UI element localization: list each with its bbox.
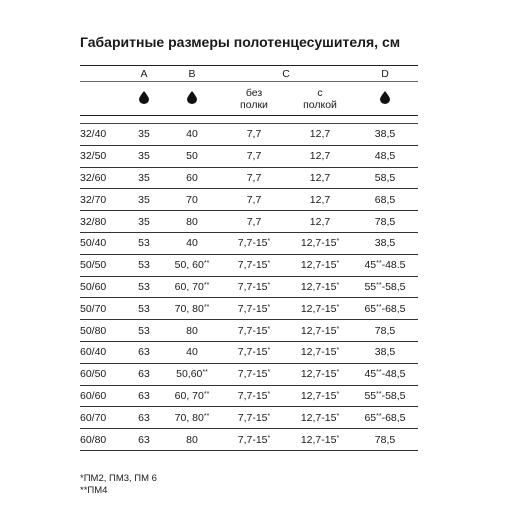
page-title: Габаритные размеры полотенцесушителя, см (80, 34, 401, 50)
table-row (80, 298, 418, 320)
c-with-shelf-cell: 12,7 (288, 124, 352, 146)
c-with-shelf-cell: 12,7 (288, 167, 352, 189)
a-cell: 63 (124, 429, 164, 451)
b-cell: 70 (164, 189, 220, 211)
model-cell: 50/80 (80, 320, 124, 342)
b-cell: 80 (164, 320, 220, 342)
d-cell: 65**-68,5 (352, 298, 418, 320)
table-row (80, 407, 418, 429)
model-cell: 50/60 (80, 276, 124, 298)
d-cell: 58,5 (352, 167, 418, 189)
model-cell: 32/80 (80, 211, 124, 233)
d-cell: 78,5 (352, 429, 418, 451)
table-row (80, 429, 418, 451)
table-row (80, 124, 418, 146)
header-row (80, 66, 418, 82)
c-with-shelf-cell: 12,7 (288, 211, 352, 233)
model-cell: 32/70 (80, 189, 124, 211)
header-c: C (220, 66, 352, 82)
c-without-shelf-cell: 7,7-15* (220, 232, 288, 254)
water-drop-icon (139, 91, 149, 104)
b-cell: 40 (164, 124, 220, 146)
subheader-text: полкой (303, 98, 337, 111)
c-without-shelf-cell: 7,7 (220, 211, 288, 233)
d-cell: 48,5 (352, 145, 418, 167)
a-cell: 35 (124, 124, 164, 146)
model-cell: 60/60 (80, 385, 124, 407)
b-cell: 40 (164, 232, 220, 254)
a-cell: 35 (124, 145, 164, 167)
subheader-c-with-shelf (288, 82, 352, 116)
b-cell: 60, 70** (164, 276, 220, 298)
subheader-d (352, 82, 418, 116)
header-d: D (352, 66, 418, 82)
a-cell: 63 (124, 385, 164, 407)
c-without-shelf-cell: 7,7-15* (220, 341, 288, 363)
d-cell: 38,5 (352, 124, 418, 146)
model-cell: 60/80 (80, 429, 124, 451)
model-cell: 32/40 (80, 124, 124, 146)
c-with-shelf-cell: 12,7 (288, 145, 352, 167)
c-with-shelf-cell: 12,7-15* (288, 298, 352, 320)
table-row (80, 363, 418, 385)
d-cell: 78,5 (352, 211, 418, 233)
table-row (80, 189, 418, 211)
c-without-shelf-cell: 7,7-15* (220, 385, 288, 407)
header-b: B (164, 66, 220, 82)
model-cell: 60/40 (80, 341, 124, 363)
model-cell: 50/70 (80, 298, 124, 320)
table-row (80, 320, 418, 342)
c-without-shelf-cell: 7,7-15* (220, 298, 288, 320)
b-cell: 60, 70** (164, 385, 220, 407)
header-empty (80, 66, 124, 82)
c-with-shelf-cell: 12,7-15* (288, 385, 352, 407)
model-cell: 50/50 (80, 254, 124, 276)
a-cell: 63 (124, 363, 164, 385)
c-without-shelf-cell: 7,7-15* (220, 363, 288, 385)
b-cell: 70, 80** (164, 298, 220, 320)
table-row (80, 385, 418, 407)
a-cell: 53 (124, 320, 164, 342)
d-cell: 45**-48.5 (352, 254, 418, 276)
model-cell: 32/60 (80, 167, 124, 189)
c-without-shelf-cell: 7,7 (220, 124, 288, 146)
b-cell: 70, 80** (164, 407, 220, 429)
c-with-shelf-cell: 12,7-15* (288, 320, 352, 342)
a-cell: 63 (124, 341, 164, 363)
table-row (80, 145, 418, 167)
b-cell: 50 (164, 145, 220, 167)
subheader-text: с (317, 86, 323, 99)
subheader-c-without-shelf (220, 82, 288, 116)
c-without-shelf-cell: 7,7 (220, 145, 288, 167)
c-with-shelf-cell: 12,7-15* (288, 232, 352, 254)
d-cell: 45**-48,5 (352, 363, 418, 385)
b-cell: 40 (164, 341, 220, 363)
d-cell: 55**-58,5 (352, 276, 418, 298)
table-row (80, 167, 418, 189)
model-cell: 32/50 (80, 145, 124, 167)
model-cell: 60/70 (80, 407, 124, 429)
c-with-shelf-cell: 12,7-15* (288, 254, 352, 276)
c-without-shelf-cell: 7,7 (220, 167, 288, 189)
c-with-shelf-cell: 12,7 (288, 189, 352, 211)
table-row (80, 341, 418, 363)
subheader-empty (80, 82, 124, 116)
water-drop-icon (380, 91, 390, 104)
subheader-row (80, 82, 418, 116)
model-cell: 50/40 (80, 232, 124, 254)
table-row (80, 232, 418, 254)
c-without-shelf-cell: 7,7-15* (220, 276, 288, 298)
c-with-shelf-cell: 12,7-15* (288, 407, 352, 429)
d-cell: 65**-68,5 (352, 407, 418, 429)
table-row (80, 276, 418, 298)
water-drop-icon (187, 91, 197, 104)
b-cell: 50,60** (164, 363, 220, 385)
a-cell: 53 (124, 232, 164, 254)
c-without-shelf-cell: 7,7-15* (220, 407, 288, 429)
a-cell: 53 (124, 254, 164, 276)
dimensions-table (80, 65, 418, 451)
c-without-shelf-cell: 7,7-15* (220, 320, 288, 342)
b-cell: 50, 60** (164, 254, 220, 276)
subheader-text: без (245, 86, 263, 99)
b-cell: 80 (164, 429, 220, 451)
b-cell: 80 (164, 211, 220, 233)
c-with-shelf-cell: 12,7-15* (288, 429, 352, 451)
a-cell: 63 (124, 407, 164, 429)
a-cell: 35 (124, 167, 164, 189)
d-cell: 38,5 (352, 232, 418, 254)
header-a: A (124, 66, 164, 82)
table-row (80, 211, 418, 233)
footnote: **ПМ4 (80, 485, 108, 496)
d-cell: 55**-58,5 (352, 385, 418, 407)
c-without-shelf-cell: 7,7 (220, 189, 288, 211)
c-without-shelf-cell: 7,7-15* (220, 429, 288, 451)
c-with-shelf-cell: 12,7-15* (288, 341, 352, 363)
a-cell: 53 (124, 298, 164, 320)
c-with-shelf-cell: 12,7-15* (288, 276, 352, 298)
a-cell: 35 (124, 211, 164, 233)
model-cell: 60/50 (80, 363, 124, 385)
d-cell: 78,5 (352, 320, 418, 342)
b-cell: 60 (164, 167, 220, 189)
footnotes (80, 473, 157, 497)
subheader-text: полки (240, 98, 268, 111)
table-row (80, 254, 418, 276)
a-cell: 53 (124, 276, 164, 298)
d-cell: 68,5 (352, 189, 418, 211)
subheader-b (164, 82, 220, 116)
a-cell: 35 (124, 189, 164, 211)
footnote: *ПМ2, ПМ3, ПМ 6 (80, 473, 157, 484)
c-with-shelf-cell: 12,7-15* (288, 363, 352, 385)
c-without-shelf-cell: 7,7-15* (220, 254, 288, 276)
subheader-a (124, 82, 164, 116)
d-cell: 38,5 (352, 341, 418, 363)
spacer-row (80, 116, 418, 124)
